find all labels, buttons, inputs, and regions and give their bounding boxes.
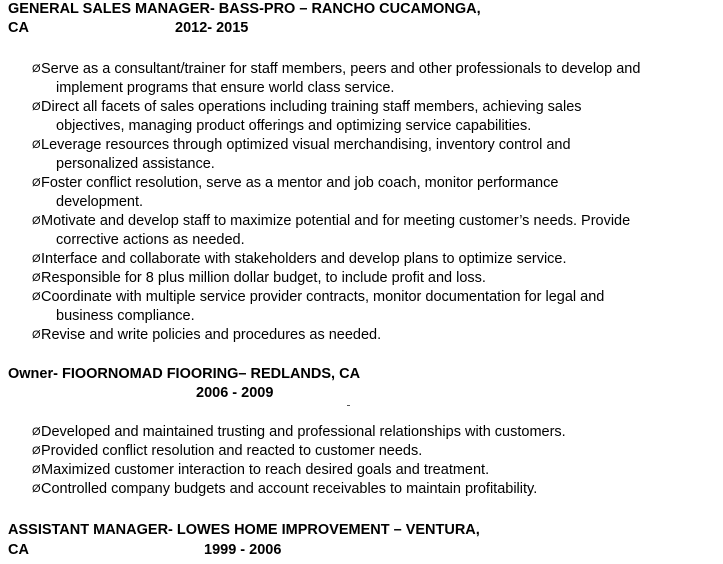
list-item-text: Coordinate with multiple service provider contracts, monitor documentation for legal and [41, 289, 605, 305]
list-item-text: Maximized customer interaction to reach desired goals and treatment. [41, 462, 490, 478]
bullet-icon: Ø [32, 426, 41, 438]
bullet-icon: Ø [32, 272, 41, 284]
bullet-icon: Ø [32, 291, 41, 303]
list-item [32, 174, 692, 212]
job-dates: 2012- 2015 [175, 20, 249, 36]
job-dates: 1999 - 2006 [204, 542, 282, 558]
job-title-assistant-manager: ASSISTANT MANAGER- LOWES HOME IMPROVEMENT – VENTURA, [8, 522, 480, 538]
list-item [32, 98, 692, 136]
bullet-icon: Ø [32, 483, 41, 495]
list-item-text: Revise and write policies and procedures as needed. [41, 327, 382, 343]
list-item-text: Direct all facets of sales operations including training staff members, achieving sales [41, 99, 582, 115]
stray-mark [347, 405, 350, 406]
job-duties-list [32, 423, 692, 499]
list-item-continuation: development. [56, 194, 144, 210]
bullet-icon: Ø [32, 464, 41, 476]
job-location-line: CA [8, 20, 29, 36]
list-item [32, 461, 692, 480]
bullet-icon: Ø [32, 445, 41, 457]
list-item [32, 212, 692, 250]
list-item-continuation: objectives, managing product offerings and optimizing service capabilities. [56, 118, 532, 134]
list-item [32, 326, 692, 345]
list-item-text: Responsible for 8 plus million dollar budget, to include profit and loss. [41, 270, 486, 286]
list-item-text: Leverage resources through optimized visual merchandising, inventory control and [41, 137, 571, 153]
bullet-icon: Ø [32, 329, 41, 341]
list-item-text: Provided conflict resolution and reacted to customer needs. [41, 443, 423, 459]
list-item [32, 442, 692, 461]
list-item-continuation: implement programs that ensure world class service. [56, 80, 395, 96]
job-dates: 2006 - 2009 [196, 385, 274, 401]
list-item-continuation: corrective actions as needed. [56, 232, 245, 248]
list-item-text: Foster conflict resolution, serve as a mentor and job coach, monitor performance [41, 175, 559, 191]
list-item [32, 250, 692, 269]
bullet-icon: Ø [32, 139, 41, 151]
job-location-line: CA [8, 542, 29, 558]
list-item [32, 136, 692, 174]
list-item [32, 288, 692, 326]
bullet-icon: Ø [32, 253, 41, 265]
list-item-text: Serve as a consultant/trainer for staff members, peers and other professionals to develop and [41, 61, 641, 77]
job-duties-list [32, 60, 692, 345]
list-item-text: Controlled company budgets and account receivables to maintain profitability. [41, 481, 538, 497]
bullet-icon: Ø [32, 101, 41, 113]
job-title-general-sales-manager: GENERAL SALES MANAGER- BASS-PRO – RANCHO CUCAMONGA, [8, 1, 481, 17]
list-item-text: Interface and collaborate with stakeholders and develop plans to optimize service. [41, 251, 567, 267]
bullet-icon: Ø [32, 177, 41, 189]
list-item [32, 423, 692, 442]
list-item [32, 480, 692, 499]
list-item-text: Motivate and develop staff to maximize potential and for meeting customer’s needs. Provide [41, 213, 631, 229]
bullet-icon: Ø [32, 215, 41, 227]
list-item [32, 269, 692, 288]
list-item-text: Developed and maintained trusting and professional relationships with customers. [41, 424, 566, 440]
list-item-continuation: personalized assistance. [56, 156, 215, 172]
list-item-continuation: business compliance. [56, 308, 195, 324]
job-title-owner: Owner- FIOORNOMAD FIOORING– REDLANDS, CA [8, 366, 361, 382]
bullet-icon: Ø [32, 63, 41, 75]
list-item [32, 60, 692, 98]
